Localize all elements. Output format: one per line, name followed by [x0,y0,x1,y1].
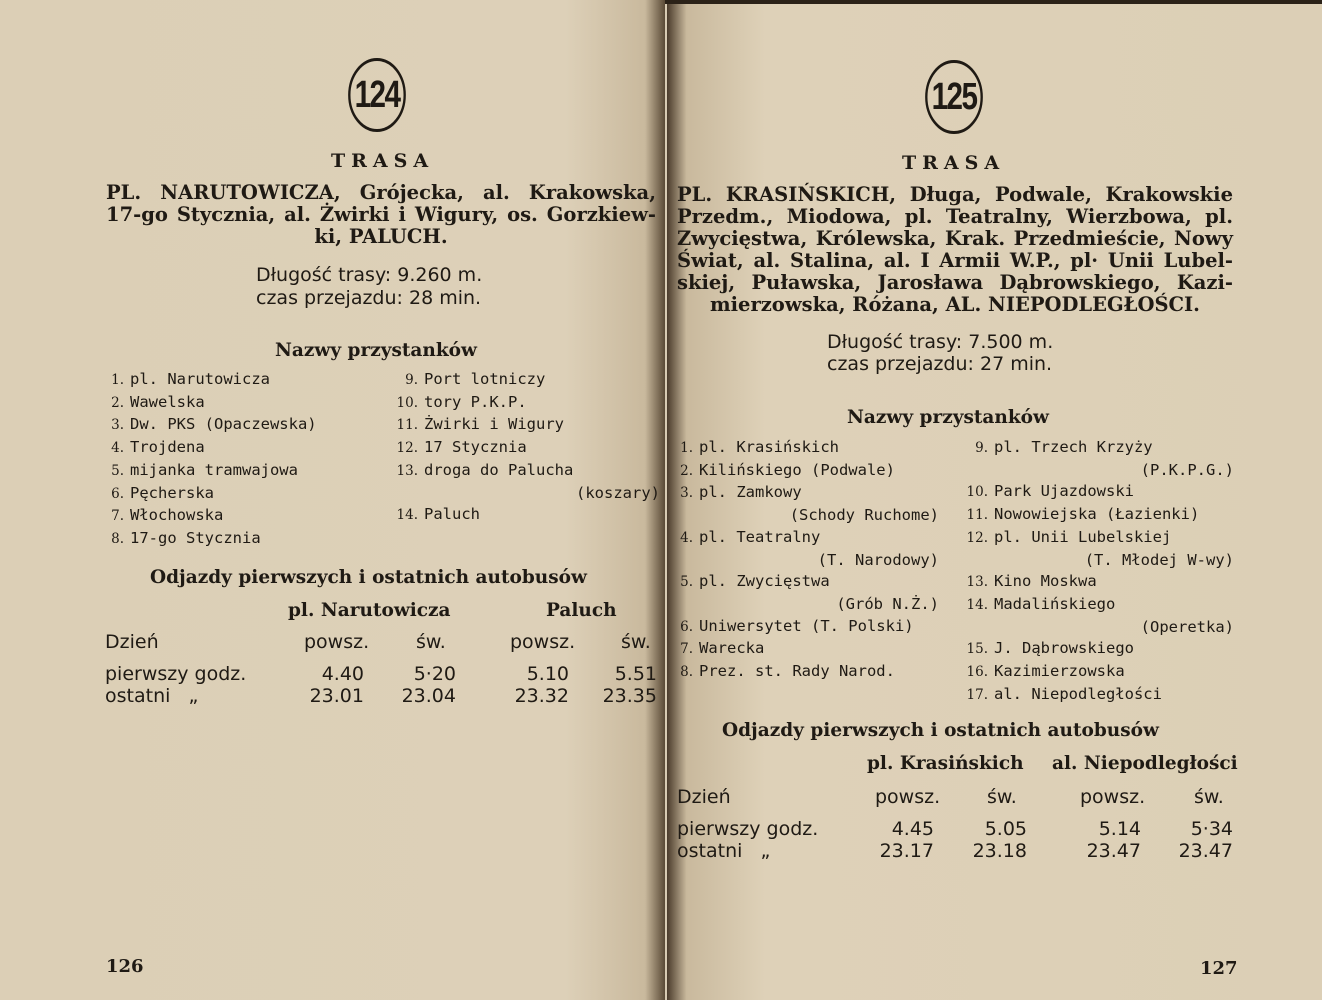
time-cell: 23.17 [879,840,934,862]
stop-item [964,594,1234,617]
time-cell: 4.45 [891,818,934,840]
stop-number: 4. [680,529,693,546]
stop-number: 1. [111,372,124,388]
stop-number: 8. [111,530,124,547]
stop-name: pl. Zwycięstwa [699,572,830,591]
departures-heading: Odjazdy pierwszych i ostatnich autobusów [150,567,587,588]
stop-item [108,437,317,460]
stop-name: Kilińskiego (Podwale) [699,460,895,479]
stop-number: 12. [966,529,988,546]
stop-name: Madalińskiego [994,594,1116,613]
stop-name: pl. Krasińskich [699,438,839,456]
stop-number: 7. [680,641,693,658]
stop-name: al. Niepodległości [994,684,1162,703]
stop-number: 6. [680,618,693,635]
stop-item [679,482,939,505]
stop-name: pl. Zamkowy [699,483,802,502]
stop-number: 12. [396,440,418,457]
col-holiday-a: św. [987,786,1017,808]
col-weekday-b: powsz. [510,631,576,653]
stop-name: Kazimierzowska [994,662,1125,681]
stop-name: Dw. PKS (Opaczewska) [130,415,317,434]
terminal-b: Paluch [546,600,617,621]
stop-item [964,437,1234,460]
col-day: Dzień [677,786,731,808]
stop-name: pl. Teatralny [699,527,821,546]
stop-item [392,504,660,527]
stop-item [108,392,317,415]
stop-item [108,528,317,551]
row-label: ostatni „ [677,840,771,862]
stop-name: Włochowska [130,506,224,525]
stop-number: 3. [680,485,693,502]
stop-item [392,437,660,460]
stop-item [964,527,1234,550]
stop-number: 3. [111,417,124,434]
stop-name: (P.K.P.G.) [1140,460,1234,479]
stop-item [964,684,1234,707]
time-cell: 23.18 [972,840,1027,862]
stop-number: 2. [111,394,124,411]
stop-number: 9. [975,440,988,456]
stop-item [679,460,939,483]
stop-number: 1. [680,440,693,456]
route-length: Długość trasy: 7.500 m. [827,331,1054,353]
route-line: Przedm., Miodowa, pl. Teatralny, Wierzbowa, pl. [677,205,1233,228]
line-number: 125 [931,75,977,118]
stop-name: droga do Palucha [424,460,574,479]
stop-item [108,369,317,392]
stop-item [392,414,660,437]
stop-number: 2. [680,462,693,479]
stop-item [679,505,939,527]
stop-item [964,481,1234,504]
row-label: pierwszy godz. [105,663,247,685]
time-cell: 5.51 [614,663,657,685]
time-cell: 4.40 [321,663,364,685]
col-holiday-b: św. [621,631,651,653]
stop-name: J. Dąbrowskiego [994,639,1134,658]
col-weekday-b: powsz. [1080,786,1146,808]
stop-name: 17-go Stycznia [130,528,261,547]
stop-item [679,550,939,572]
book-top-edge [665,0,1322,4]
time-cell: 23.32 [514,685,569,707]
stop-name: mijanka tramwajowa [130,460,298,479]
stop-item [964,617,1234,639]
line-number: 124 [354,73,400,116]
stop-name: Nowowiejska (Łazienki) [994,505,1200,524]
line-number-badge [925,60,983,134]
stop-item [392,460,660,483]
stop-number: 4. [111,440,124,457]
col-day: Dzień [105,631,159,653]
stop-number: 5. [680,574,693,591]
stop-number: 13. [966,574,988,591]
stop-item [964,571,1234,594]
stop-name: Żwirki i Wigury [424,415,564,434]
stop-number: 6. [111,485,124,502]
stop-name: 17 Stycznia [424,438,527,457]
stop-item [108,505,317,528]
terminal-a: pl. Krasińskich [867,753,1024,774]
col-holiday-a: św. [416,631,446,653]
stop-name: Uniwersytet (T. Polski) [699,616,914,635]
stop-item [964,550,1234,572]
stop-name: Pęcherska [130,483,214,502]
stop-name: tory P.K.P. [424,392,527,411]
stop-item [679,638,939,661]
stop-name: (Schody Ruchome) [789,506,939,525]
stop-name: pl. Narutowicza [130,370,270,388]
col-holiday-b: św. [1194,786,1224,808]
stop-item [679,437,939,460]
stop-name: Kino Moskwa [994,572,1097,591]
page-number: 127 [1200,958,1238,979]
stop-number: 17. [966,686,988,703]
stop-item [392,369,660,392]
stop-item [964,638,1234,661]
stop-name: (Operetka) [1140,617,1234,636]
stop-number: 11. [396,417,418,434]
travel-time: czas przejazdu: 28 min. [256,287,482,309]
route-line: skiej, Puławska, Jarosława Dąbrowskiego, Kazi- [677,271,1233,294]
route-line: mierzowska, Różana, AL. NIEPODLEGŁOŚCI. [710,293,1200,316]
stop-number: 9. [405,372,418,388]
stops-column-2 [964,437,1234,706]
stop-number: 10. [396,394,418,411]
time-cell: 23.47 [1178,840,1233,862]
stop-number: 14. [966,596,988,613]
stop-number: 14. [396,507,418,524]
stop-name: Paluch [424,505,480,524]
route-line: Zwycięstwa, Królewska, Krak. Przedmieście, Nowy [677,227,1233,250]
stop-number: 8. [680,664,693,681]
stop-name: (T. Młodej W-wy) [1084,550,1234,569]
time-cell: 23.47 [1086,840,1141,862]
route-line: Świat, al. Stalina, al. I Armii W.P., pl· Unii Lubel- [677,249,1233,272]
time-cell: 23.01 [309,685,364,707]
terminal-a: pl. Narutowicza [288,600,451,621]
stops-heading: Nazwy przystanków [847,407,1049,428]
time-cell: 5·20 [413,663,456,685]
stop-number: 7. [111,508,124,525]
stops-column-1 [108,369,317,551]
route-line: PL. NARUTOWICZA, Grójecka, al. Krakowska, [106,181,656,204]
stop-item [679,616,939,639]
stop-item [964,460,1234,482]
stop-name: (Grób N.Ż.) [836,594,939,613]
route-description [106,182,656,248]
stop-name: (koszary) [576,483,660,502]
stop-name: pl. Trzech Krzyży [994,438,1153,456]
stop-number: 5. [111,462,124,479]
time-cell: 5.10 [526,663,569,685]
stop-name: pl. Unii Lubelskiej [994,527,1172,546]
time-cell: 23.35 [602,685,657,707]
stop-item [964,661,1234,684]
route-line: PL. KRASIŃSKICH, Długa, Podwale, Krakowskie [677,183,1233,206]
stops-column-2 [392,369,660,527]
route-length: Długość trasy: 9.260 m. [256,264,483,286]
terminal-b: al. Niepodległości [1052,753,1238,774]
stop-name: Park Ujazdowski [994,482,1134,501]
stop-item [679,661,939,684]
stop-item [108,414,317,437]
stop-item [679,594,939,616]
stops-column-1 [679,437,939,684]
time-cell: 23.04 [401,685,456,707]
right-page [667,0,1322,1000]
col-weekday-a: powsz. [304,631,370,653]
stop-item [679,571,939,594]
row-label: pierwszy godz. [677,818,819,840]
time-cell: 5.14 [1098,818,1141,840]
route-description [677,184,1233,316]
stop-name: Trojdena [130,438,205,457]
stop-item [679,527,939,550]
route-title: TRASA [331,150,435,172]
stop-item [964,504,1234,527]
stop-name: Port lotniczy [424,370,546,388]
departures-heading: Odjazdy pierwszych i ostatnich autobusów [722,720,1159,741]
stops-heading: Nazwy przystanków [275,340,477,361]
stop-number: 13. [396,462,418,479]
stop-name: Warecka [699,639,765,658]
row-label: ostatni „ [105,685,199,707]
stop-name: Wawelska [130,392,205,411]
stop-number: 16. [966,664,988,681]
stop-item [392,392,660,415]
stop-name: (T. Narodowy) [817,550,939,569]
travel-time: czas przejazdu: 27 min. [827,353,1053,375]
route-title: TRASA [902,152,1006,174]
stop-item [392,483,660,505]
route-line: ki, PALUCH. [314,225,448,248]
stop-number: 11. [966,507,988,524]
stop-number: 15. [966,641,988,658]
stop-item [108,460,317,483]
time-cell: 5·34 [1190,818,1233,840]
route-line: 17-go Stycznia, al. Żwirki i Wigury, os. Gorzkiew- [106,203,656,226]
time-cell: 5.05 [984,818,1027,840]
page-number: 126 [106,956,144,977]
col-weekday-a: powsz. [875,786,941,808]
stop-item [108,483,317,506]
stop-number: 10. [966,484,988,501]
stop-name: Prez. st. Rady Narod. [699,662,895,681]
line-number-badge [348,58,406,132]
